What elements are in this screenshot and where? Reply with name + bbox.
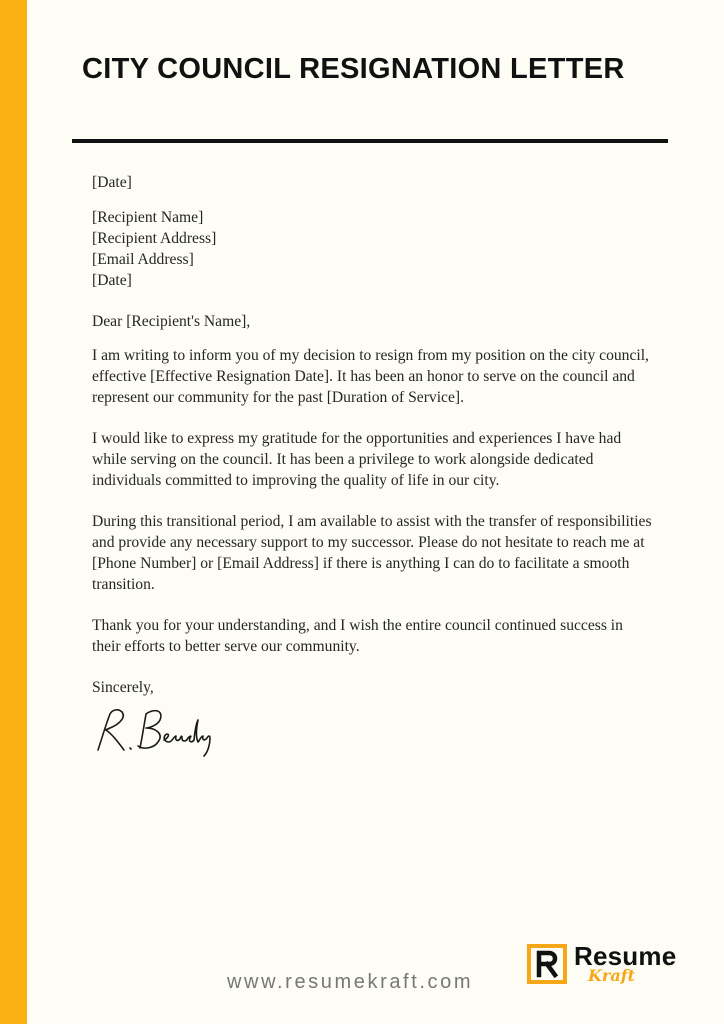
recipient-name: [Recipient Name] <box>92 209 204 226</box>
recipient-email: [Email Address] <box>92 251 194 268</box>
letter-body <box>92 172 652 698</box>
resume-kraft-logo-icon <box>527 944 567 984</box>
paragraph-1: I am writing to inform you of my decision to resign from my position on the city council, effective [Effective Resignation Date]. It has been an honor to serve on the council and represent our community for the past [Duration of Service]. <box>92 347 649 406</box>
paragraph-4: Thank you for your understanding, and I wish the entire council continued success in their efforts to better serve our community. <box>92 617 623 655</box>
recipient-address: [Recipient Address] <box>92 230 217 247</box>
closing: Sincerely, <box>92 679 154 696</box>
recipient-block <box>92 207 652 291</box>
title-divider <box>72 139 668 143</box>
salutation: Dear [Recipient's Name], <box>92 313 251 330</box>
brand-subtitle: Kraft <box>588 966 635 985</box>
letter-title: CITY COUNCIL RESIGNATION LETTER <box>82 53 625 85</box>
handwritten-signature <box>84 700 224 760</box>
website-link[interactable]: www.resumekraft.com <box>227 971 474 993</box>
brand-name: Resume <box>574 941 677 971</box>
letter-date: [Date] <box>92 174 132 191</box>
accent-side-bar <box>0 0 27 1024</box>
paragraph-2: I would like to express my gratitude for the opportunities and experiences I have had while serving on the council. It has been a privilege to work alongside dedicated individuals committed to improving the quality of life in our city. <box>92 430 622 489</box>
recipient-date: [Date] <box>92 272 132 289</box>
paragraph-3: During this transitional period, I am available to assist with the transfer of responsibilities and provide any necessary support to my successor. Please do not hesitate to reach me at [Phone Number] or [Email Address] if there is anything I can do to facilitate a smooth transition. <box>92 513 652 593</box>
